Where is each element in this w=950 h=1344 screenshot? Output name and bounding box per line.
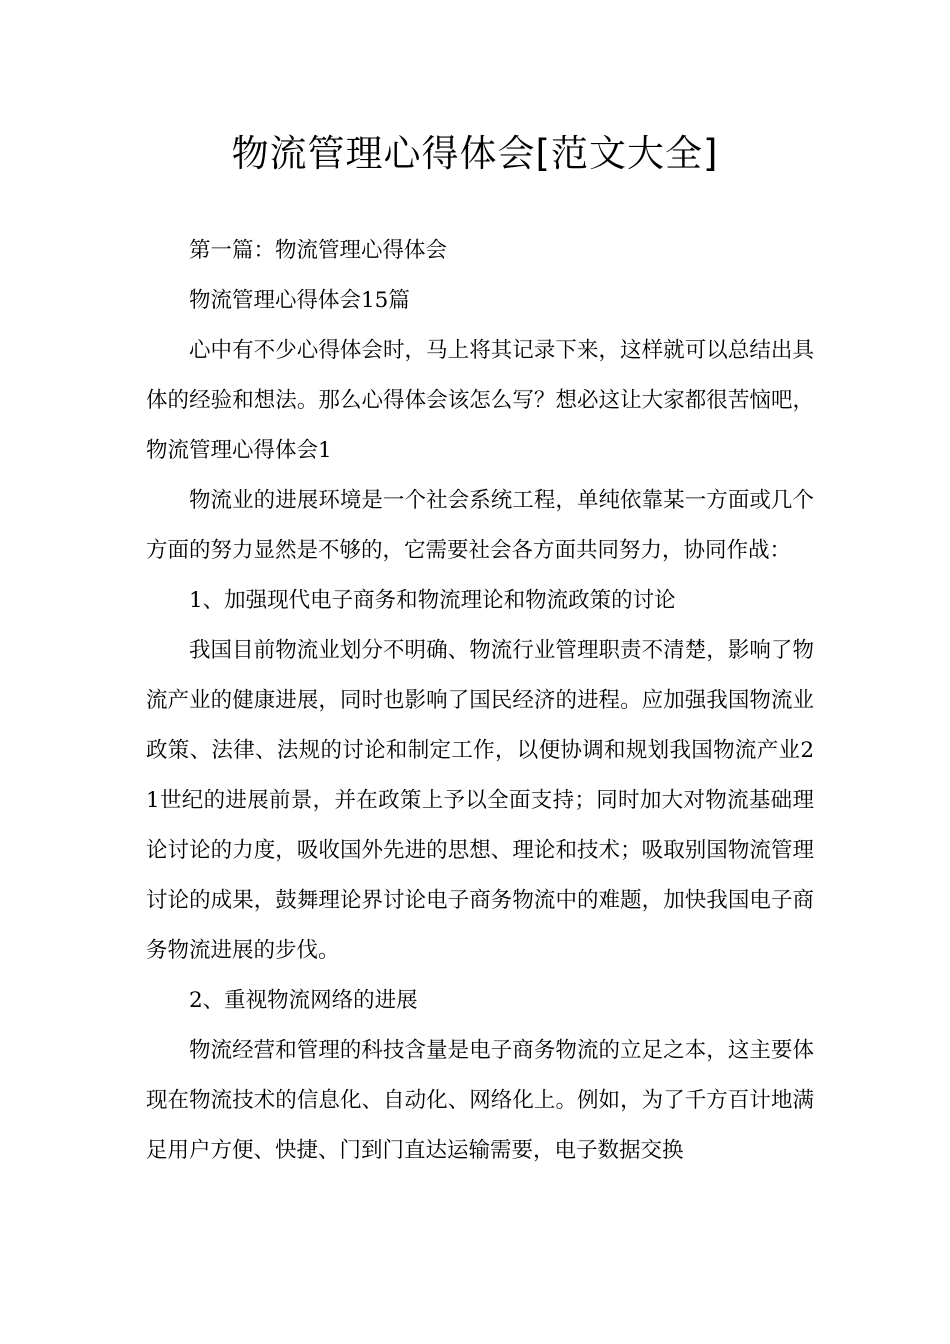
paragraph-intro: 心中有不少心得体会时，马上将其记录下来，这样就可以总结出具体的经验和想法。那么心得体会该怎么写？想必这让大家都很苦恼吧，物流管理心得体会1 xyxy=(146,338,814,463)
paragraph-environment: 物流业的进展环境是一个社会系统工程，单纯依靠某一方面或几个方面的努力显然是不够的，它需要社会各方面共同努力，协同作战： xyxy=(146,488,814,563)
paragraph-section-heading: 第一篇：物流管理心得体会 xyxy=(189,238,448,263)
paragraph-point-2-heading: 2、重视物流网络的进展 xyxy=(189,988,418,1013)
paragraph-point-2-body: 物流经营和管理的科技含量是电子商务物流的立足之本，这主要体现在物流技术的信息化、自动化、网络化上。例如，为了千方百计地满足用户方便、快捷、门到门直达运输需要，电子数据交换 xyxy=(146,1038,814,1163)
paragraph-point-1-body: 我国目前物流业划分不明确、物流行业管理职责不清楚，影响了物流产业的健康进展，同时也影响了国民经济的进程。应加强我国物流业政策、法律、法规的讨论和制定工作，以便协调和规划我国物流产业21世纪的进展前景，并在政策上予以全面支持；同时加大对物流基础理论讨论的力度，吸收国外先进的思想、理论和技术；吸取别国物流管理讨论的成果，鼓舞理论界讨论电子商务物流中的难题，加快我国电子商务物流进展的步伐。 xyxy=(146,638,814,963)
paragraph-subtitle: 物流管理心得体会15篇 xyxy=(189,288,410,313)
document-title: 物流管理心得体会[范文大全] xyxy=(231,132,719,175)
document-body xyxy=(146,226,814,1176)
paragraph-point-1-heading: 1、加强现代电子商务和物流理论和物流政策的讨论 xyxy=(189,588,676,613)
